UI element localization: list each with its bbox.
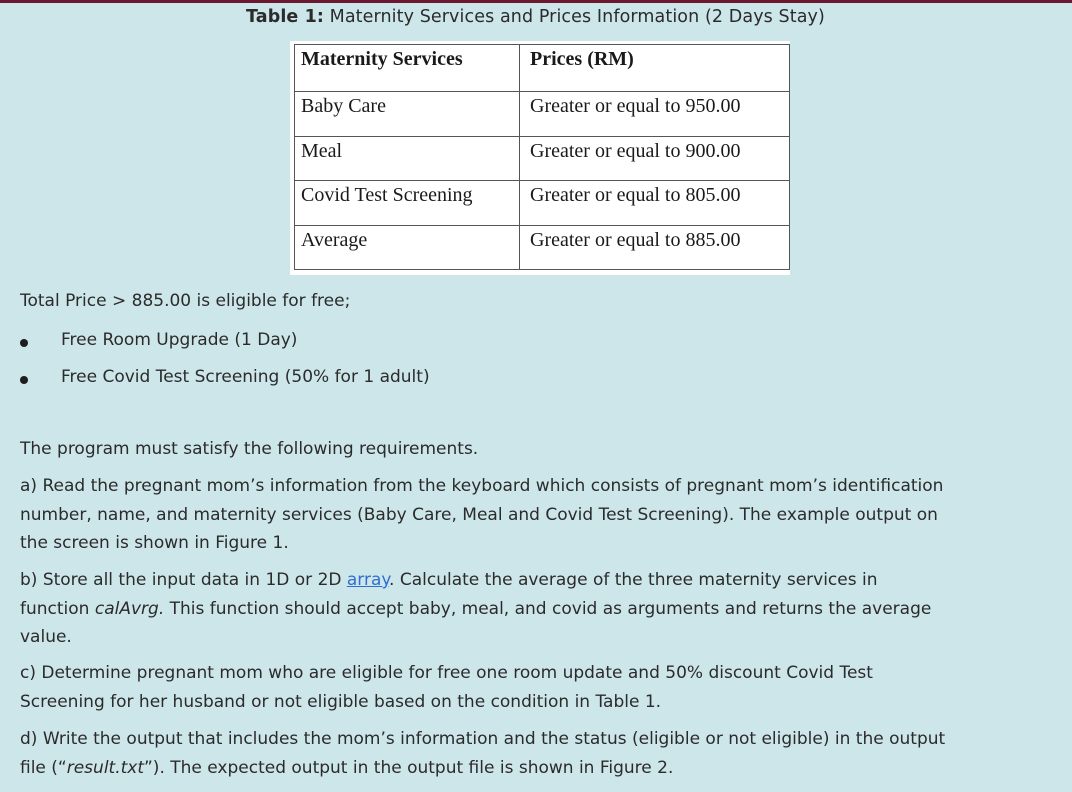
table-row — [295, 181, 790, 226]
requirement-a-line: number, name, and maternity services (Baby Care, Meal and Covid Test Screening). The example output on — [20, 504, 938, 525]
table-cell: Covid Test Screening — [295, 181, 520, 226]
eligibility-intro: Total Price > 885.00 is eligible for free; — [20, 291, 351, 311]
array-link[interactable]: array — [346, 570, 390, 590]
requirement-b-line — [20, 566, 931, 595]
requirement-c-line: Screening for her husband or not eligible based on the condition in Table 1. — [20, 691, 662, 712]
function-name: calAvrg. — [94, 598, 165, 619]
requirement-a-line: a) Read the pregnant mom’s information from the keyboard which consists of pregnant mom’s identification — [20, 476, 944, 496]
requirement-b-text: . Calculate the average of the three maternity services in — [389, 570, 878, 590]
requirement-d-text: file (“ — [20, 757, 67, 778]
requirement-c-line: c) Determine pregnant mom who are eligible for free one room update and 50% discount Covid Test — [20, 663, 873, 683]
file-name: result.txt — [66, 757, 144, 778]
table-row — [295, 92, 790, 137]
list-item-text: Free Covid Test Screening (50% for 1 adult) — [61, 367, 430, 387]
requirement-d — [20, 725, 945, 782]
requirement-a — [20, 472, 943, 558]
requirement-c — [20, 659, 873, 716]
table-cell: Greater or equal to 950.00 — [520, 92, 790, 137]
table-cell: Meal — [295, 136, 520, 181]
price-table — [294, 44, 790, 270]
bullet-icon — [20, 339, 28, 347]
table-cell: Greater or equal to 885.00 — [520, 225, 790, 270]
table-row — [295, 225, 790, 270]
requirements-intro: The program must satisfy the following requirements. — [20, 439, 479, 459]
requirement-b-line: value. — [20, 627, 72, 647]
price-table-container — [290, 41, 790, 275]
requirement-d-line: d) Write the output that includes the mom’s information and the status (eligible or not eligible) in the output — [20, 729, 946, 749]
requirement-b-text: b) Store all the input data in 1D or 2D — [20, 570, 347, 590]
requirement-b-line — [20, 595, 931, 624]
table-cell: Baby Care — [295, 92, 520, 137]
table-header-row — [295, 45, 790, 92]
requirement-d-line — [20, 754, 945, 783]
list-item-text: Free Room Upgrade (1 Day) — [61, 330, 298, 350]
table-header-cell: Prices (RM) — [520, 45, 790, 92]
requirement-a-line: the screen is shown in Figure 1. — [20, 533, 289, 553]
requirement-d-text: ”). The expected output in the output file is shown in Figure 2. — [144, 757, 674, 778]
table-cell: Greater or equal to 805.00 — [520, 181, 790, 226]
requirement-b-text: This function should accept baby, meal, and covid as arguments and returns the average — [164, 598, 932, 619]
top-border — [0, 0, 1072, 3]
table-caption-text: Maternity Services and Prices Information (2 Days Stay) — [323, 7, 825, 27]
requirement-b — [20, 566, 931, 652]
table-row — [295, 136, 790, 181]
requirement-b-text: function — [20, 598, 95, 619]
bullet-icon — [20, 376, 28, 384]
table-caption-label: Table 1: — [246, 7, 324, 27]
table-header-cell: Maternity Services — [295, 45, 520, 92]
table-caption — [246, 7, 825, 27]
table-cell: Greater or equal to 900.00 — [520, 136, 790, 181]
table-cell: Average — [295, 225, 520, 270]
